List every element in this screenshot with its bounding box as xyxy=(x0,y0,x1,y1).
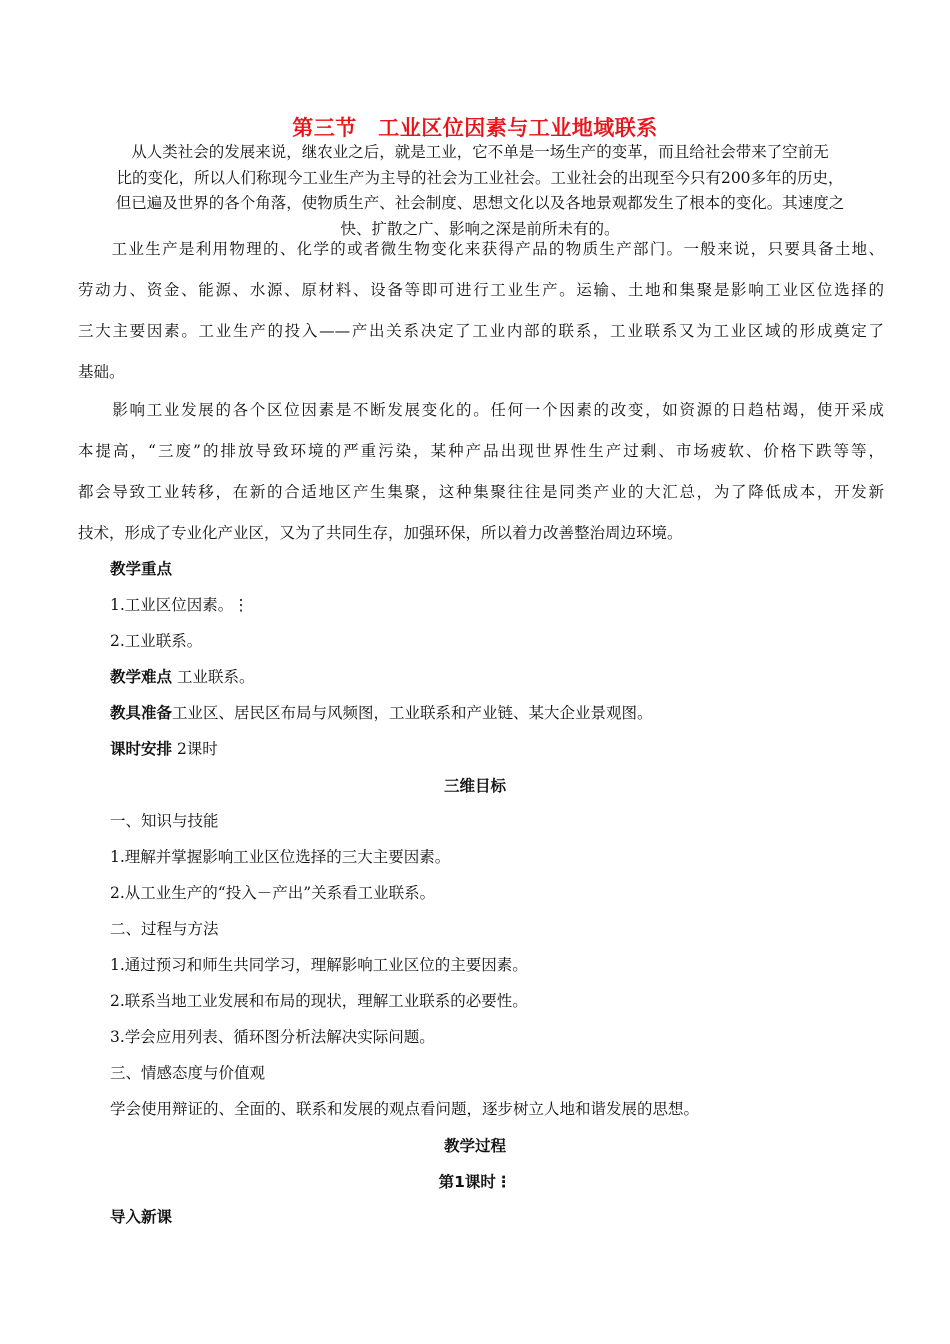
schedule-row xyxy=(110,738,218,760)
key-point-item: 1.工业区位因素。⋮ xyxy=(110,596,249,614)
key-points-heading: 教学重点 xyxy=(110,560,173,578)
paragraph-line: 影响工业发展的各个区位因素是不断发展变化的。任何一个因素的改变，如资源的日趋枯竭，使开采成 xyxy=(78,401,884,419)
intro-paragraph xyxy=(75,140,885,242)
intro-line: 但已遍及世界的各个角落，使物质生产、社会制度、思想文化以及各地景观都发生了根本的变化。其速度之 xyxy=(115,194,845,212)
goals-heading: 三维目标 xyxy=(443,777,506,795)
difficulty-label: 教学难点 xyxy=(110,668,173,686)
intro-line: 比的变化，所以人们称现今工业生产为主导的社会为工业社会。工业社会的出现至今只有200多年的历史， xyxy=(116,168,844,187)
paragraph-line: 本提高，“三废”的排放导致环境的严重污染，某种产品出现世界性生产过剩、市场疲软、价格下跌等等， xyxy=(78,442,884,460)
goals-section-values: 三、情感态度与价值观 xyxy=(110,1064,266,1082)
tools-text: 工业区、居民区布局与风频图，工业联系和产业链、某大企业景观图。 xyxy=(172,704,653,722)
schedule-text: 2课时 xyxy=(172,740,218,758)
intro-line: 从人类社会的发展来说，继农业之后，就是工业，它不单是一场生产的变革，而且给社会带来了空前无 xyxy=(131,143,829,161)
paragraph-line: 技术，形成了专业化产业区，又为了共同生存，加强环保，所以着力改善整治周边环境。 xyxy=(78,524,683,542)
goal-item: 2.从工业生产的“投入－产出”关系看工业联系。 xyxy=(110,884,436,902)
paragraph-line: 三大主要因素。工业生产的投入——产出关系决定了工业内部的联系，工业联系又为工业区域的形成奠定了 xyxy=(78,322,884,340)
paragraph-location-factors xyxy=(78,390,884,554)
intro-new-lesson-heading: 导入新课 xyxy=(110,1208,173,1226)
tools-row xyxy=(110,702,653,724)
paragraph-industrial-production xyxy=(78,229,884,393)
page-title: 第三节 工业区位因素与工业地域联系 xyxy=(292,115,658,140)
paragraph-line: 都会导致工业转移，在新的合适地区产生集聚，这种集聚往往是同类产业的大汇总，为了降低成本，开发新 xyxy=(78,483,884,501)
goal-item: 1.理解并掌握影响工业区位选择的三大主要因素。 xyxy=(110,848,451,866)
goal-item: 3.学会应用列表、循环图分析法解决实际问题。 xyxy=(110,1028,435,1046)
paragraph-line: 基础。 xyxy=(78,363,125,381)
goals-section-knowledge: 一、知识与技能 xyxy=(110,812,219,830)
schedule-label: 课时安排 xyxy=(110,740,173,758)
goal-values-text: 学会使用辩证的、全面的、联系和发展的观点看问题，逐步树立人地和谐发展的思想。 xyxy=(110,1100,700,1118)
goal-item: 1.通过预习和师生共同学习，理解影响工业区位的主要因素。 xyxy=(110,956,528,974)
intro-line: 快、扩散之广、影响之深是前所未有的。 xyxy=(340,219,620,238)
paragraph-line: 工业生产是利用物理的、化学的或者微生物变化来获得产品的物质生产部门。一般来说，只要具备土地、 xyxy=(78,240,884,258)
difficulty-row xyxy=(110,666,254,688)
difficulty-text: 工业联系。 xyxy=(172,668,255,686)
goal-item: 2.联系当地工业发展和布局的现状，理解工业联系的必要性。 xyxy=(110,992,528,1010)
key-point-item: 2.工业联系。 xyxy=(110,632,203,650)
lesson-heading: 第1课时⋮ xyxy=(438,1173,512,1191)
paragraph-line: 劳动力、资金、能源、水源、原材料、设备等即可进行工业生产。运输、土地和集聚是影响工业区位选择的 xyxy=(78,281,884,299)
process-heading: 教学过程 xyxy=(443,1137,506,1155)
goals-section-process: 二、过程与方法 xyxy=(110,920,219,938)
tools-label: 教具准备 xyxy=(110,704,173,722)
